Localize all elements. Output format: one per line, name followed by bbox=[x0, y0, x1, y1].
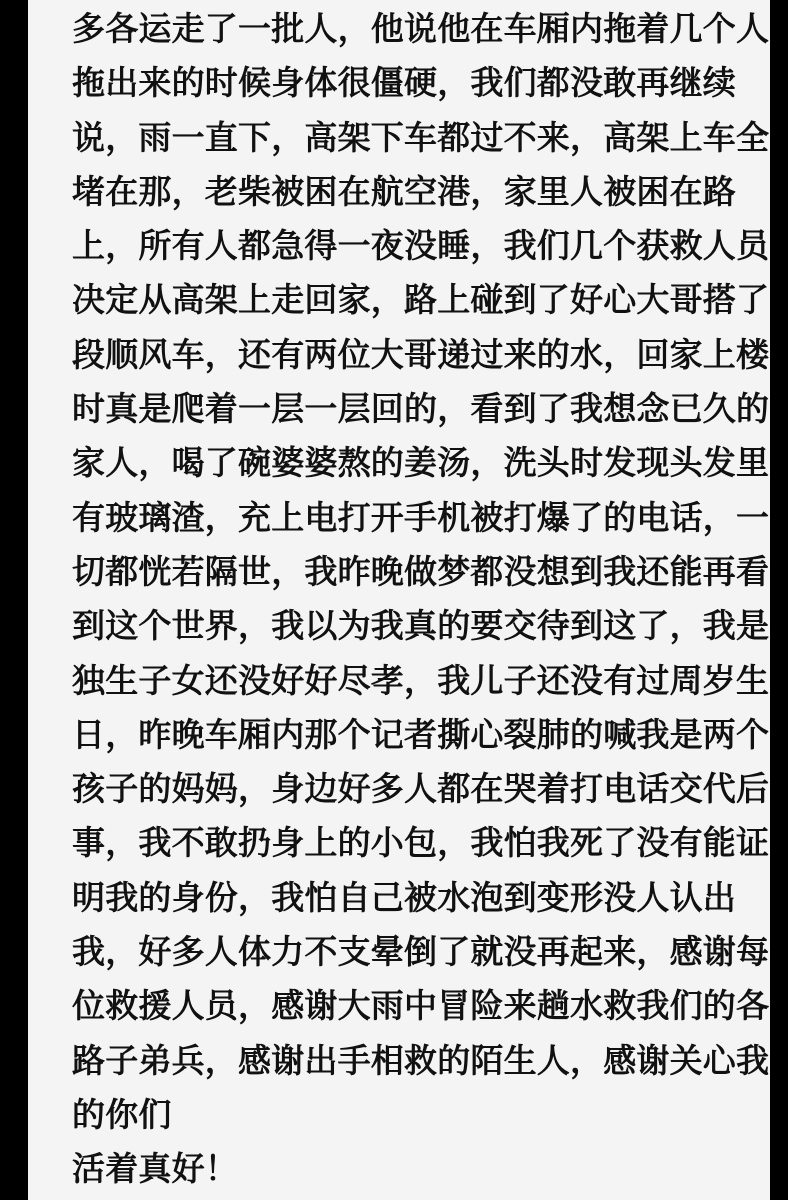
post-line: 决定从高架上走回家，路上碰到了好心大哥搭了 bbox=[72, 280, 770, 320]
post-line: 时真是爬着一层一层回的，看到了我想念已久的 bbox=[72, 389, 770, 429]
right-frame-border bbox=[770, 0, 788, 1200]
post-line: 堵在那，老柴被困在航空港，家里人被困在路 bbox=[72, 171, 736, 211]
post-line: 事，我不敢扔身上的小包，我怕我死了没有能证 bbox=[72, 823, 770, 863]
post-line: 家人，喝了碗婆婆熬的姜汤，洗头时发现头发里 bbox=[72, 443, 770, 483]
post-line: 孩子的妈妈，身边好多人都在哭着打电话交代后 bbox=[72, 769, 770, 809]
post-line: 上，所有人都急得一夜没睡，我们几个获救人员 bbox=[72, 226, 770, 266]
post-line: 到这个世界，我以为我真的要交待到这了，我是 bbox=[72, 606, 770, 646]
post-line: 独生子女还没好好尽孝，我儿子还没有过周岁生 bbox=[72, 660, 770, 700]
post-line: 多各运走了一批人，他说他在车厢内拖着几个人 bbox=[72, 9, 770, 48]
post-line: 有玻璃渣，充上电打开手机被打爆了的电话，一 bbox=[72, 497, 770, 537]
post-line: 说，雨一直下，高架下车都过不来，高架上车全 bbox=[72, 117, 770, 157]
post-body bbox=[72, 2, 770, 1197]
post-line: 段顺风车，还有两位大哥递过来的水，回家上楼 bbox=[72, 334, 770, 374]
post-line: 拖出来的时候身体很僵硬，我们都没敢再继续 bbox=[72, 63, 736, 103]
post-line: 切都恍若隔世，我昨晚做梦都没想到我还能再看 bbox=[72, 551, 770, 591]
post-line: 日，昨晚车厢内那个记者撕心裂肺的喊我是两个 bbox=[72, 714, 770, 754]
left-frame-border bbox=[0, 0, 28, 1200]
closing-line: 活着真好！ bbox=[72, 1149, 238, 1189]
post-line: 我，好多人体力不支晕倒了就没再起来，感谢每 bbox=[72, 932, 770, 972]
post-line: 位救援人员，感谢大雨中冒险来趟水救我们的各 bbox=[72, 986, 770, 1026]
post-line: 的你们 bbox=[72, 1094, 172, 1134]
post-line: 路子弟兵，感谢出手相救的陌生人，感谢关心我 bbox=[72, 1040, 770, 1080]
post-line: 明我的身份，我怕自己被水泡到变形没人认出 bbox=[72, 877, 736, 917]
